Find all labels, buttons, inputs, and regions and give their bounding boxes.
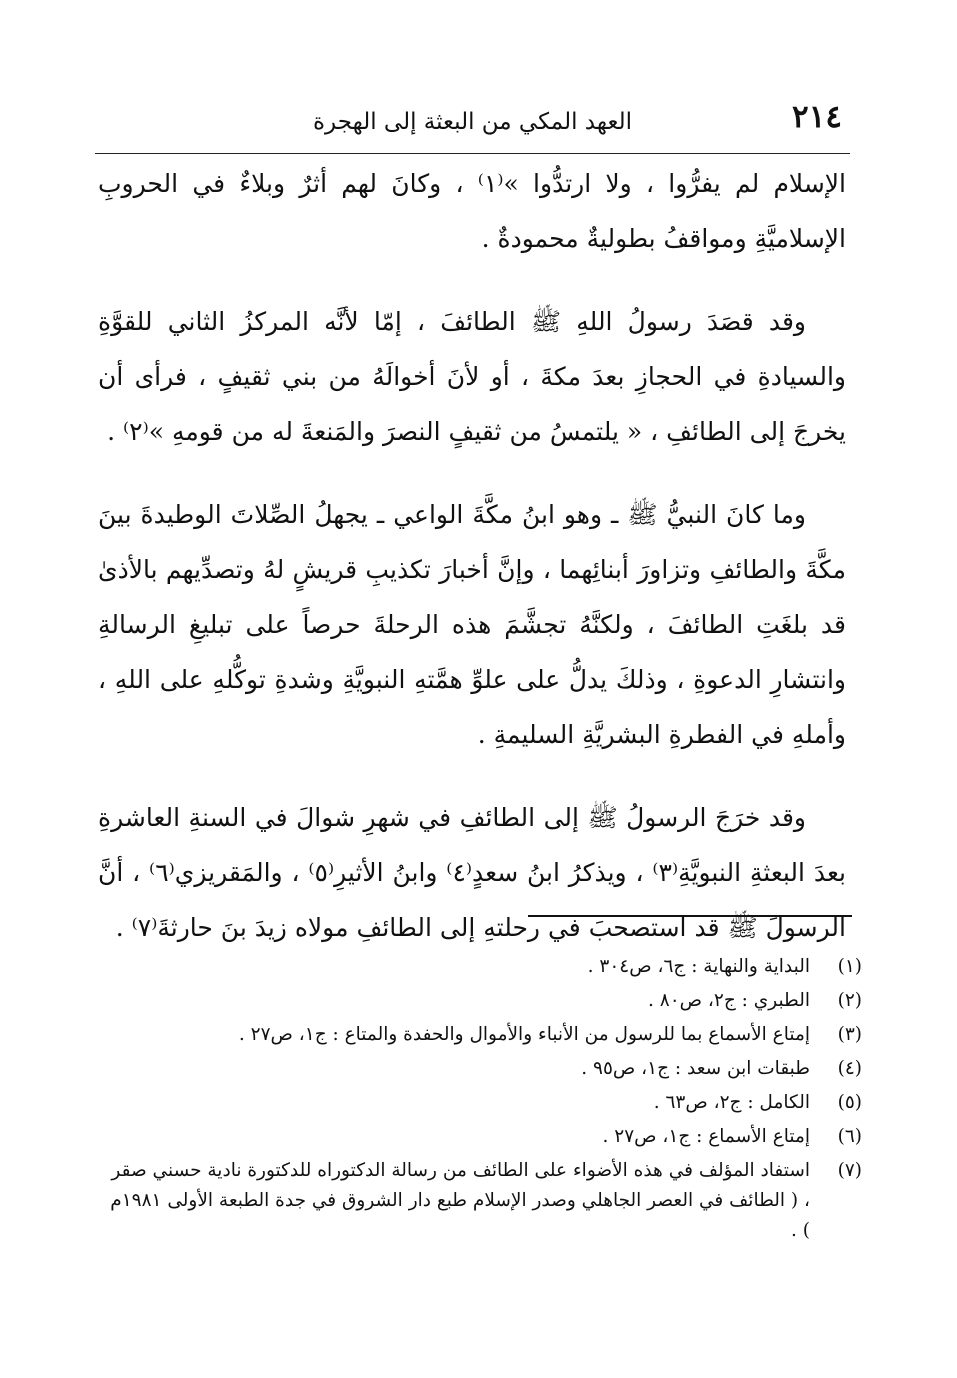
- footnote-text: طبقات ابن سعد : ج١، ص٩٥ .: [581, 1058, 810, 1079]
- paragraph-4: وقد خرَجَ الرسولُ ﷺ إلى الطائفِ في شهرِ شوالَ في السنةِ العاشرةِ بعدَ البعثةِ النبويَّةِ⁽٣⁾ ، ويذكرُ ابنُ سعدٍ⁽٤⁾ وابنُ الأثيرِ⁽٥⁾ ، والمَقريزي⁽٦⁾ ، أنَّ الرسولَ ﷺ قد استصحبَ في رحلتهِ إلى الطائفِ مولاه زيدَ بنَ حارثةَ⁽٧⁾ .: [98, 803, 846, 942]
- footnote-5: [110, 1086, 862, 1120]
- footnote-7: [110, 1154, 862, 1246]
- footnote-number: (١): [837, 956, 862, 977]
- footnote-3: [110, 1018, 862, 1052]
- paragraph-2: وقد قصَدَ رسولُ اللهِ ﷺ الطائفَ ، إمّا لأنَّه المركزُ الثاني للقوَّةِ والسيادةِ في الحجازِ بعدَ مكةَ ، أو لأنَ أخوالَهُ من بني ثقيفٍ ، فرأى أن يخرجَ إلى الطائفِ ، « يلتمسُ من ثقيفٍ النصرَ والمَنعةَ له من قومهِ »⁽٢⁾ .: [98, 307, 846, 446]
- running-title: العهد المكي من البعثة إلى الهجرة: [313, 109, 632, 135]
- footnote-number: (٤): [837, 1058, 862, 1079]
- paragraph-1: الإسلام لم يفرُّوا ، ولا ارتدُّوا »⁽١⁾ ، وكانَ لهم أثرٌ وبلاءٌ في الحروبِ الإسلاميَّةِ ومواقفُ بطوليةٌ محمودةٌ .: [98, 169, 847, 253]
- paragraph-3: وما كانَ النبيُّ ﷺ ـ وهو ابنُ مكَّةَ الواعي ـ يجهلُ الصِّلاتَ الوطيدةَ بينَ مكَّةَ والطائفِ وتزاورَ أبنائِهما ، وإنَّ أخبارَ تكذيبِ قريشٍ لهُ وتصدِّيهم بالأذىٰ قد بلغَتِ الطائفَ ، ولكنَّهُ تجشَّمَ هذه الرحلةَ حرصاً على تبليغِ الرسالةِ وانتشارِ الدعوةِ ، وذلكَ يدلُّ على علوِّ همَّتهِ النبويَّةِ وشدةِ توكُّلهِ على اللهِ ، وأملهِ في الفطرةِ البشريَّةِ السليمةِ .: [98, 500, 846, 749]
- footnote-number: (٥): [837, 1092, 862, 1113]
- footnote-number: (٦): [837, 1126, 862, 1147]
- footnote-text: إمتاع الأسماع بما للرسول من الأنباء والأموال والحفدة والمتاع : ج١، ص٢٧ .: [238, 1024, 810, 1045]
- footnote-4: [110, 1052, 862, 1086]
- footnote-number: (٣): [837, 1024, 862, 1045]
- footnote-text: الطبري : ج٢، ص٨٠ .: [648, 990, 810, 1011]
- footnote-text: إمتاع الأسماع : ج١، ص٢٧ .: [602, 1126, 810, 1147]
- footnotes: [110, 950, 862, 1246]
- footnote-text: الكامل : ج٢، ص٦٣ .: [653, 1092, 810, 1113]
- footnote-number: (٧): [837, 1160, 862, 1181]
- page-header: [95, 95, 850, 154]
- footnote-text: البداية والنهاية : ج٦، ص٣٠٤ .: [587, 956, 810, 977]
- footnote-number: (٢): [837, 990, 862, 1011]
- footnote-1: [110, 950, 862, 984]
- footnote-2: [110, 984, 862, 1018]
- footnote-6: [110, 1120, 862, 1154]
- footnote-separator: [528, 915, 852, 917]
- footnote-text: استفاد المؤلف في هذه الأضواء على الطائف من رسالة الدكتوراه للدكتورة نادية حسني صقر ، ( الطائف في العصر الجاهلي وصدر الإسلام طبع دار الشروق في جدة الطبعة الأولى ١٩٨١م ) .: [110, 1160, 810, 1241]
- page-number: ٢١٤: [792, 99, 842, 135]
- body-text: [98, 156, 846, 983]
